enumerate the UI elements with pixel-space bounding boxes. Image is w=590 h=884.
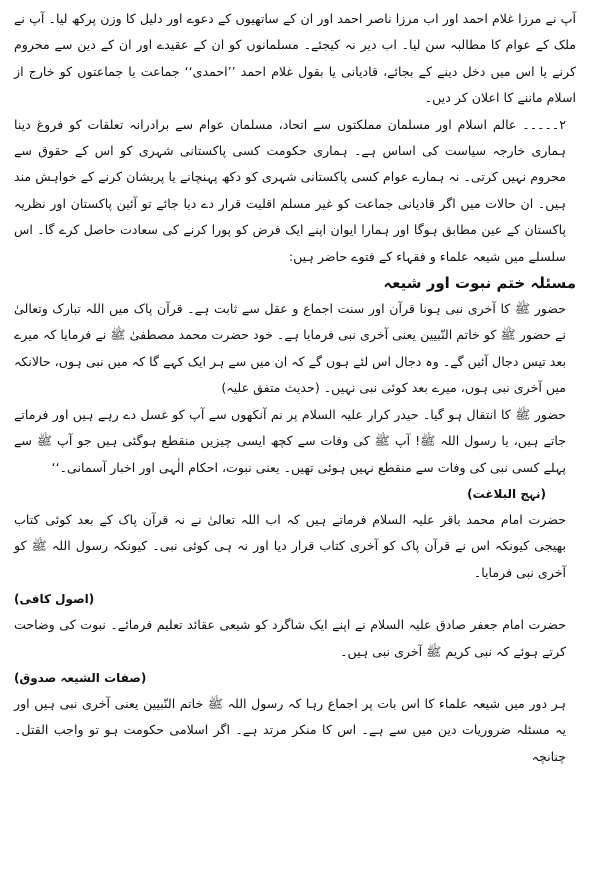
citation-usool-kafi: (اصول کافی) [14, 592, 95, 607]
intro-paragraph: آپ نے مرزا غلام احمد اور اب مرزا ناصر احمد اور ان کے ساتھیوں کے دعوے اور دلیل کا وزن پرکھ لیا۔ آپ نے ملک کے عوام کا مطالبہ سن لیا۔ اب دیر نہ کیجئے۔ مسلمانوں کو ان کے عقیدے اور ان کے دین سے محروم کرنے یا اس میں دخل دینے کے بجائے، قادیانی یا بقول غلام احمد ’’احمدی‘‘ جماعت یا جماعتوں کو خارج از اسلام ماننے کا اعلان کر دیں۔ [14, 11, 576, 106]
point-two-paragraph: ۲۔۔۔۔۔ عالم اسلام اور مسلمان مملکتوں سے اتحاد، مسلمان عوام سے برادرانہ تعلقات کو فروغ دینا ہماری خارجہ سیاست کی اساس ہے۔ ہماری حکومت کسی پاکستانی شہری کو اس کے حقوق سے محروم نہیں کرتی۔ نہ ہمارے عوام کسی پاکستانی شہری کو دکھ پہنچانے یا پریشان کرنے کے خواہش مند ہیں۔ ان حالات میں اگر قادیانی جماعت کو غیر مسلم اقلیت قرار دے دیا جائے تو آئین پاکستان اور نظریہ پاکستان کے عین مطابق ہوگا اور ہمارا ایوان اپنے ایک فرض کو پورا کرنے کی سعادت حاصل کرے گا۔ اس سلسلے میں شیعہ علماء و فقہاء کے فتوے حاضر ہیں: [14, 116, 566, 264]
consensus-paragraph: ہر دور میں شیعہ علماء کا اس بات پر اجماع رہا کہ رسول اللہ ﷺ خاتم النّبیین یعنی آخری نبی ہیں اور یہ مسئلہ ضروریات دین میں سے ہے۔ اس کا منکر مرتد ہے۔ اگر اسلامی حکومت ہو تو واجب القتل۔ چنانچہ [14, 695, 566, 764]
citation-nahj-ul-balagha: (نہج البلاغت) [467, 486, 546, 501]
hadith-paragraph: حضور ﷺ کا آخری نبی ہونا قرآن اور سنت اجماع و عقل سے ثابت ہے۔ قرآن پاک میں اللہ تبارک وتعالیٰ نے حضور ﷺ کو خاتم النّبیین یعنی آخری نبی فرمایا ہے۔ خود حضرت محمد مصطفیٰ ﷺ نے فرمایا کہ میرے بعد تیس دجال آئیں گے۔ وہ دجال اس لئے ہوں گے کہ ان میں سے ہر ایک کہے گا کہ میں نبی ہوں، حالانکہ میں آخری نبی ہوں، میرے بعد کوئی نبی نہیں۔ (حدیث متفق علیہ) [14, 301, 566, 396]
imam-baqir-paragraph: حضرت امام محمد باقر علیہ السلام فرماتے ہیں کہ اب اللہ تعالیٰ نے نہ قرآن پاک کے بعد کوئی کتاب بھیجی کیونکہ اس نے قرآن پاک کو آخری کتاب قرار دیا اور نہ ہی کوئی نبی۔ کیونکہ رسول اللہ ﷺ کو آخری نبی فرمایا۔ [14, 511, 566, 580]
imam-jafar-paragraph: حضرت امام جعفر صادق علیہ السلام نے اپنے ایک شاگرد کو شیعی عقائد تعلیم فرمائے۔ نبوت کی وضاحت کرتے ہوئے کہ نبی کریم ﷺ آخری نبی ہیں۔ [14, 617, 566, 659]
ghusl-paragraph: حضور ﷺ کا انتقال ہو گیا۔ حیدر کرار علیہ السلام پر نم آنکھوں سے آپ کو غسل دے رہے ہیں اور فرماتے جاتے ہیں، یا رسول اللہ ﷺ! آپ ﷺ کی وفات سے کچھ ایسی چیزیں منقطع ہوگئی ہیں جو آپ ﷺ سے پہلے کسی نبی کی وفات سے منقطع نہیں ہوئی تھیں۔ یعنی نبوت، احکام الٰہی اور اخبار آسمانی۔‘‘ [14, 406, 566, 475]
section-heading: مسئلہ ختم نبوت اور شیعہ [383, 274, 576, 293]
citation-sifat-ul-shia: (صفات الشیعہ صدوق) [14, 670, 147, 685]
